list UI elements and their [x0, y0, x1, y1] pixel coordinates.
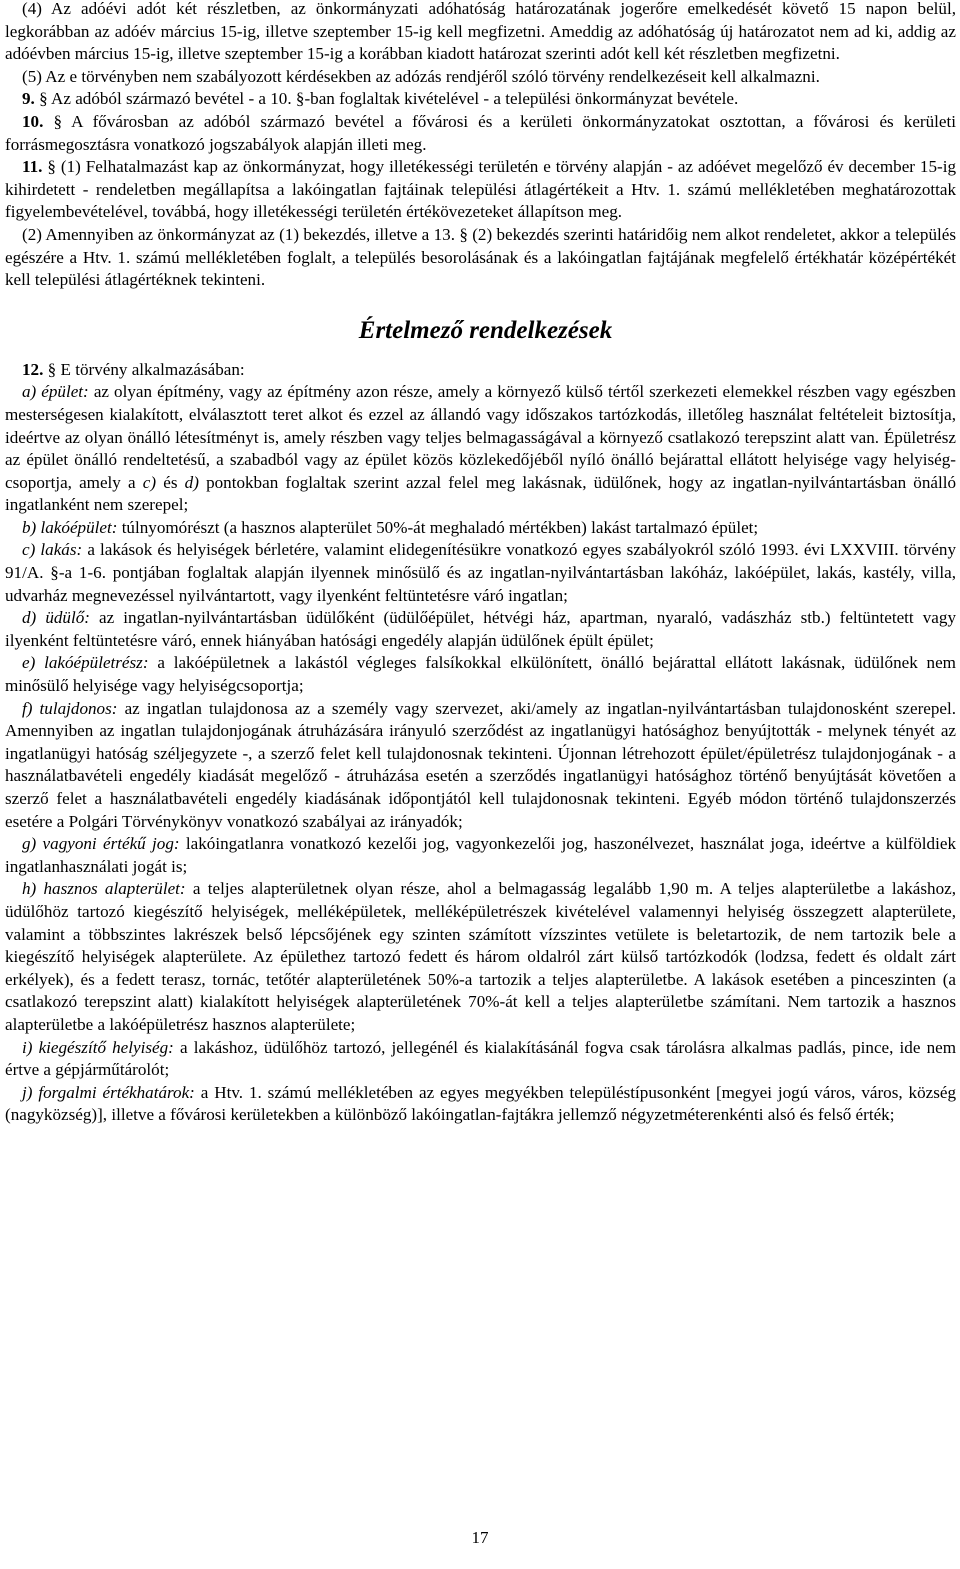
- definition-term: h) hasznos alapterület:: [22, 879, 186, 899]
- definition-term: i) kiegészítő helyiség:: [22, 1037, 174, 1057]
- section-sign-icon: §: [50, 563, 59, 583]
- definition-text-2: -a 1-6. pontjában foglaltak alapján ilyennek minősülő és az ingatlan-nyilvántartásban lakóház, lakóépület, lakás, kastély, villa, udvarház megnevezéssel nyilvántartott, vagy ilyenként feltüntetésre váró ingatlan;: [5, 563, 957, 605]
- paragraph-4: [5, 0, 956, 66]
- section-12-intro: E törvény alkalmazásában:: [60, 359, 245, 379]
- definition-term: g) vagyoni értékű jog:: [22, 834, 180, 854]
- definition-term: c) lakás:: [22, 540, 83, 560]
- section-sign-icon: §: [459, 224, 468, 244]
- definition-j: [5, 1082, 956, 1127]
- section-12-number: 12.: [22, 359, 44, 379]
- section-11: [5, 156, 956, 224]
- section-sign-icon: §: [39, 89, 48, 109]
- section-11-paragraph-2: [5, 224, 956, 292]
- section-sign-icon: §: [53, 111, 62, 131]
- definition-ref-d: d): [184, 472, 199, 492]
- definition-i: [5, 1037, 956, 1082]
- section-12: [5, 359, 956, 382]
- section-11-text: (1) Felhatalmazást kap az önkormányzat, hogy illetékességi területén e törvény alapján - az adóévet megelőző év december 15-ig kihirdetett - rendeletben megállapítsa a lakóingatlan fajtáinak települési átlagértékeit a Htv. 1. számú mellékletében meghatározottak figyelembevételével, továbbá, hogy illetékességi területén értékövezeteket állapítson meg.: [5, 157, 956, 222]
- definition-term: b) lakóépület:: [22, 517, 118, 537]
- section-9-text-b: -ban foglaltak kivételével - a települési önkormányzat bevétele.: [304, 89, 739, 109]
- section-sign-icon: §: [47, 157, 56, 177]
- page-number: 17: [471, 1528, 489, 1547]
- definition-text: a teljes alapterületnek olyan része, ahol a belmagasság legalább 1,90 m. A teljes alapterületbe a lakáshoz, üdülőhöz tartozó kiegészítő helyiségek, melléképületek, melléképületrészek kivételével valamennyi helyiség összegzett alapterülete, valamint a többszintes lakrészek belső lépcsőjének egy szinten számított vízszintes vetülete is beletartozik, de nem tartozik bele a kiegészítő helyiségek alapterülete. Az épülethez tartozó fedett és három oldalról zárt külső tartózkodók (lodzsa, fedett és oldalt zárt erkélyek), és a fedett terasz, tornác, tetőtér alapterületének 50%-a tartozik a teljes alapterületbe. A lakások esetében a pinceszinten (a csatlakozó terepszint alatt) kialakított helyiségek alapterületének 70%-át kell a teljes alapterületbe számítani. Nem tartozik a hasznos alapterületbe a lakóépületrész hasznos alapterülete;: [5, 879, 956, 1034]
- definition-c: [5, 539, 956, 607]
- definition-text: lakóingatlanra vonatkozó kezelői jog, vagyonkezelői jog, haszonélvezet, használat joga, ideértve a külföldiek ingatlanhasználati jogát is;: [5, 834, 956, 876]
- section-10-text: A fővárosban az adóból származó bevétel a fővárosi és a kerületi önkormányzatokat osztottan, a fővárosi és kerületi forrásmegosztásra vonatkozó jogszabályok alapján illeti meg.: [5, 111, 956, 154]
- definition-text: az olyan építmény, vagy az építmény azon része, amely a környező külső tértől szerkezeti elemekkel részben vagy egészben mesterségesen kialakított, elválasztott teret alkot és ezzel az állandó vagy időszakos tartózkodás, illetőleg használat feltételeit biztosítja, ideértve az olyan önálló létesítményt is, amely részben vagy teljes belmagasságával a környező csatlakozó terepszint alatt van. Épületrész az épület önálló rendeltetésű, a szabadból vagy az épület közös közlekedőjéből nyíló önálló bejárattal ellátott helyisége vagy helyiség-csoportja, amely a: [5, 382, 956, 492]
- section-10-number: 10.: [22, 111, 44, 131]
- definition-term: f) tulajdonos:: [22, 698, 118, 718]
- definition-text: a lakóépületnek a lakástól végleges falsíkokkal elkülönített, önálló bejárattal ellátott lakásnak, üdülőnek nem minősülő helyisége vagy helyiségcsoportja;: [5, 653, 956, 696]
- paragraph-4-text: (4) Az adóévi adót két részletben, az önkormányzati adóhatóság határozatának jogerőre emelkedését követő 15 napon belül, legkorábban az adóév március 15-ig, illetve szeptember 15-ig kell megfizetni. Ameddig az adóhatóság új határozatot nem ad ki, addig az adóévben március 15-ig, illetve szeptember 15-ig a korábban kiadott határozat szerinti adót kell két részletben megfizetni.: [5, 0, 956, 64]
- section-sign-icon: §: [47, 359, 57, 379]
- section-11-2-text-a: (2) Amennyiben az önkormányzat az (1) bekezdés, illetve a 13.: [22, 224, 455, 244]
- definition-text: a lakáshoz, üdülőhöz tartozó, jellegénél és kialakításánál fogva csak tárolásra alkalmas padlás, pince, ide nem értve a gépjárműtárolót;: [5, 1037, 956, 1080]
- definition-text: túlnyomórészt (a hasznos alapterület 50%-át meghaladó mértékben) lakást tartalmazó épület;: [121, 517, 759, 537]
- section-sign-icon: §: [295, 89, 305, 109]
- definition-b: [5, 517, 956, 540]
- definition-text-rest: pontokban foglaltak szerint azzal felel meg lakásnak, üdülőnek, hogy az ingatlan-nyilvántartásban önálló ingatlanként nem szerepel;: [5, 472, 956, 515]
- definition-term: a) épület:: [22, 382, 89, 402]
- definition-text: az ingatlan-nyilvántartásban üdülőként (üdülőépület, hétvégi ház, apartman, nyaraló, vadászház stb.) feltüntetett vagy ilyenként feltüntetésre váró, ennek hiányában hatósági engedély alapján üdülőnek épült épület;: [5, 608, 956, 650]
- paragraph-5: [5, 66, 956, 89]
- definition-f: [5, 698, 956, 834]
- definition-text: az ingatlan tulajdonosa az a személy vagy szervezet, aki/amely az ingatlan-nyilvántartásban tulajdonosként szerepel. Amennyiben az ingatlan tulajdonjogának átruházására irányuló szerződést az ingatlanügyi hatósághoz benyújtották - melynek tényét az ingatlanügyi hatóság széljegyzete -, a szerző felet kell tulajdonosnak tekinteni. Újonnan létrehozott épület/épületrész tulajdonjogának - a használatbavételi engedély kiadását megelőző - átruházása esetén a szerződés ingatlanügyi hatósághoz történő benyújtását követően a szerző felet a használatbavételi engedély kiadásának időpontjától kell tulajdonosnak tekinteni. Egyéb módon történő tulajdonszerzés esetére a Polgári Törvénykönyv vonatkozó szabályai az irányadók;: [5, 698, 957, 831]
- section-9-text-a: Az adóból származó bevétel - a 10.: [51, 89, 292, 109]
- definition-term: d) üdülő:: [22, 608, 90, 628]
- document-page: [5, 0, 956, 1127]
- definition-text-and: és: [163, 472, 178, 492]
- section-10: [5, 111, 956, 156]
- definition-a: [5, 381, 956, 517]
- definition-text: a lakások és helyiségek bérletére, valamint elidegenítésükre vonatkozó egyes szabályokról szóló 1993. évi LXXVIII. törvény 91/A.: [5, 540, 956, 583]
- section-11-number: 11.: [22, 157, 43, 177]
- definition-text: a Htv. 1. számú mellékletében az egyes megyékben településtípusonként [megyei jogú város, város, község (nagyközség)], illetve a fővárosi kerületekben a különböző lakóingatlan-fajtákra jellemző négyzetméterenkénti alsó és felső érték;: [5, 1082, 957, 1125]
- section-9: [5, 88, 956, 111]
- definition-ref-c: c): [142, 472, 157, 492]
- definition-term: e) lakóépületrész:: [22, 653, 149, 673]
- section-11-2-text-b: (2) bekezdés szerinti határidőig nem alkot rendeletet, akkor a település egészére a Htv. 1. számú mellékletében foglalt, a település besorolásának és a lakóingatlan fajtájának megfelelő értékhatár középértékét kell települési átlagértéknek tekinteni.: [5, 224, 956, 290]
- definition-h: [5, 878, 956, 1036]
- definition-g: [5, 833, 956, 878]
- definition-e: [5, 652, 956, 697]
- definition-d: [5, 607, 956, 652]
- paragraph-5-text: (5) Az e törvényben nem szabályozott kérdésekben az adózás rendjéről szóló törvény rendelkezéseit kell alkalmazni.: [22, 66, 820, 86]
- definition-term: j) forgalmi értékhatárok:: [22, 1082, 195, 1102]
- section-heading: Értelmező rendelkezések: [358, 316, 613, 344]
- section-9-number: 9.: [22, 89, 35, 109]
